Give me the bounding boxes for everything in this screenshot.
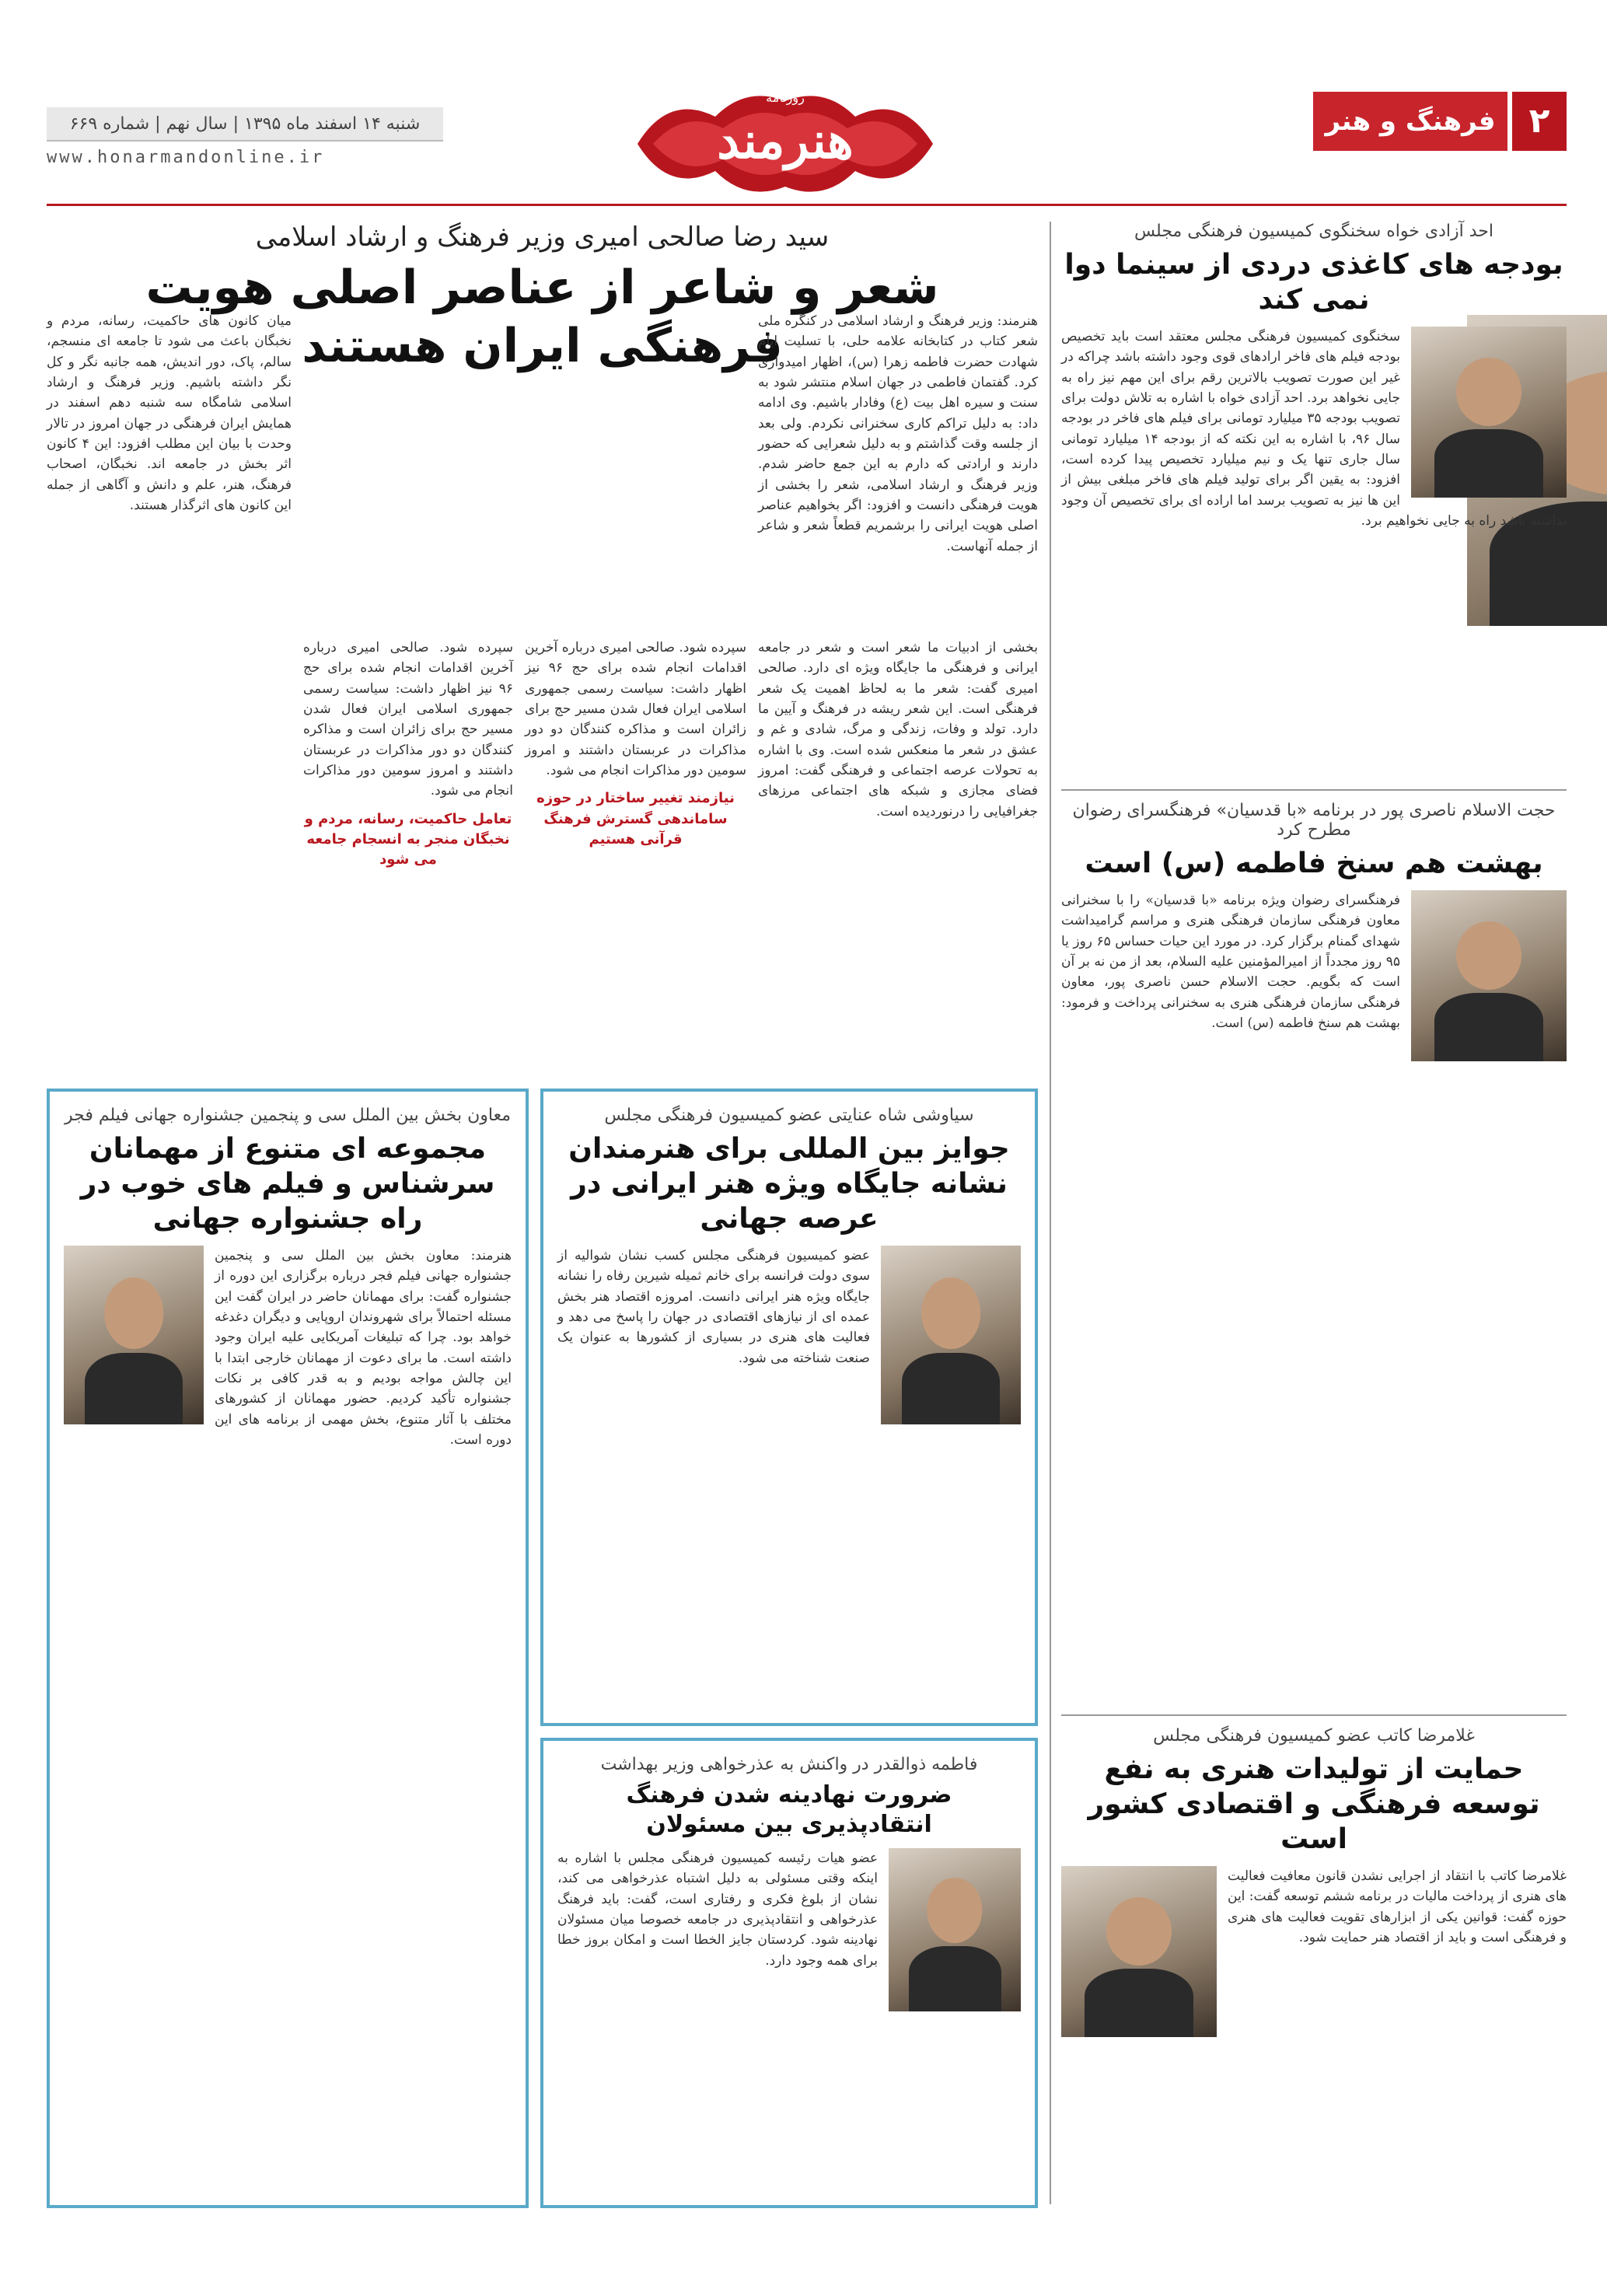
box-awards-text: عضو کمیسیون فرهنگی مجلس کسب نشان شوالیه از سوی دولت فرانسه برای خانم ثمیله شیرین رفاه را نشانه جایگاه ویژه هنر ایرانی دانست. امروزه اقتصاد هنر بخش عمده ای از نیازهای اقتصادی در جهان را پاسخ می دهد و فعالیت های هنری در بسیاری از کشورها به عنوان یک صنعت شناخته می شود.	[557, 1248, 870, 1366]
main-story-headline: شعر و شاعر از عناصر اصلی هویت فرهنگی ایران هستند	[145, 260, 939, 373]
main-story-col-4b	[303, 638, 513, 1065]
pullquote-right: نیازمند تغییر ساختار در حوزه ساماندهی گسترش فرهنگ قرآنی هستیم	[536, 790, 735, 847]
story-budget	[1061, 222, 1567, 781]
box-awards-headline: جوایز بین المللی برای هنرمندان نشانه جایگاه ویژه هنر ایرانی در عرصه جهانی	[568, 1133, 1010, 1235]
column-divider	[1050, 222, 1051, 2204]
main-story-header	[47, 222, 1038, 373]
story-divider	[1061, 789, 1567, 791]
story-budget-headline: بودجه های کاغذی دردی از سینما دوا نمی کند	[1064, 249, 1563, 316]
main-story-col-4-text: سپرده شود. صالحی امیری درباره آخرین اقدامات انجام شده برای حج ۹۶ نیز اظهار داشت: سیاست رسمی جمهوری اسلامی ایران فعال شدن مسیر حج برای زائران است و مذاکره کنندگان دو دور مذاکرات در عربستان داشتند و امروز سومین دور مذاکرات انجام می شود.	[525, 640, 746, 779]
azadikhah-face	[1456, 358, 1521, 426]
box-fajr-festival	[47, 1089, 529, 2208]
naseripour-face	[1456, 921, 1521, 990]
masthead-rule	[47, 204, 1567, 206]
masthead	[47, 86, 1567, 202]
zolghadr-face	[927, 1878, 982, 1943]
fajr-official-body	[85, 1353, 183, 1424]
issue-info: شنبه ۱۴ اسفند ماه ۱۳۹۵ | سال نهم | شماره ۶۶۹	[47, 107, 443, 142]
story-fatemeh	[1061, 801, 1567, 1703]
box-criticism-kicker: فاطمه ذوالقدر در واکنش به عذرخواهی وزیر بهداشت	[600, 1755, 978, 1774]
shahenayati-photo	[881, 1246, 1021, 1424]
logo-text: هنرمند	[717, 112, 854, 170]
kateb-photo	[1061, 1866, 1217, 2037]
pullquote-left: تعامل حاکمیت، رسانه، مردم و نخبگان منجر به انسجام جامعه می شود	[304, 810, 512, 868]
story-fatemeh-kicker: حجت الاسلام ناصری پور در برنامه «با قدسیان» فرهنگسرای رضوان مطرح کرد	[1072, 801, 1556, 840]
box-criticism-culture	[540, 1738, 1038, 2208]
shahenayati-face	[921, 1277, 980, 1349]
box-international-awards	[540, 1089, 1038, 1726]
box-criticism-text: عضو هیات رئیسه کمیسیون فرهنگی مجلس با اشاره به اینکه وقتی مسئولی به دلیل اشتباه عذرخواهی می کند، نشان از بلوغ فکری و رفتاری است، گفت: باید فرهنگ عذرخواهی و انتقادپذیری در جامعه خصوصا میان مسئولان نهادینه شود. کردستان جایز الخطا است و امکان بروز خطا برای همه وجود دارد.	[557, 1850, 878, 1969]
fajr-official-photo	[64, 1246, 204, 1424]
main-story-kicker: سید رضا صالحی امیری وزیر فرهنگ و ارشاد اسلامی	[255, 222, 830, 253]
section-tab: فرهنگ و هنر	[1313, 92, 1507, 151]
website-url[interactable]: www.honarmandonline.ir	[47, 148, 325, 167]
kateb-body	[1085, 1969, 1193, 2037]
page-number: ۲	[1512, 92, 1567, 151]
main-story-col-3: میان کانون های حاکمیت، رسانه، مردم و نخبگان باعث می شود تا جامعه ای منسجم، سالم، پاک، دور اندیش، همه جانبه نگر و کل نگر داشته باشیم. وزیر فرهنگ و ارشاد اسلامی شامگاه سه شنبه دهم اسفند در همایش ایران فرهنگی در جهان امروز در تالار وحدت با بیان این مطلب افزود: این ۴ کانون اثر بخش در جامعه اند. نخبگان، اصحاب فرهنگ، هنر، علم و دانش و آگاهی از جمله این کانون های اثرگذار هستند.	[47, 313, 292, 514]
story-fatemeh-text: فرهنگسرای رضوان ویژه برنامه «با قدسیان» را با سخنرانی معاون فرهنگی سازمان فرهنگی هنری و مراسم گرامیداشت شهدای گمنام برگزار کرد. در مورد این حیات حساس ۶۵ روز یا ۹۵ روز مجدداً از امیرالمؤمنین علیه السلام، بعد از من نه بر آن است که بگویم. حجت الاسلام حسن ناصری پور، معاون فرهنگی سازمان فرهنگی هنری به سخنرانی پرداخت و فرمود: بهشت هم سنخ فاطمه (س) است.	[1061, 893, 1400, 1032]
box-criticism-headline: ضرورت نهادینه شدن فرهنگ انتقادپذیری بین مسئولان	[626, 1781, 952, 1838]
zolghadr-photo	[889, 1848, 1021, 2011]
kateb-face	[1106, 1897, 1172, 1966]
main-story-col-1: هنرمند: وزیر فرهنگ و ارشاد اسلامی در کنگره ملی شعر کتاب در کتابخانه علامه حلی، با تسلیت ایام شهادت حضرت فاطمه زهرا (س)، اظهار امیدواری کرد. گفتمان فاطمی در جهان اسلام منتشر شود به سنت و سیره اهل بیت (ع) وفادار باشیم. وی ادامه داد: به دلیل تراکم کاری سخنرانی نکردم. ولی بعد از جلسه وقت گذاشتم و به دلیل شعرایی که حضور دارند و ارادتی که دارم به این جمع حاضر شدم. وزیر فرهنگ و ارشاد اسلامی، شعر را بخشی از هویت فرهنگی دانست و افزود: اگر بخواهیم عناصر اصلی هویت ایرانی را برشمریم قطعاً شعر و شاعر از جمله آنهاست.	[758, 313, 1038, 554]
story-support	[1061, 1726, 1567, 2208]
story-support-kicker: غلامرضا کاتب عضو کمیسیون فرهنگی مجلس	[1153, 1726, 1475, 1746]
story-divider-2	[1061, 1714, 1567, 1716]
story-support-headline: حمایت از تولیدات هنری به نفع توسعه فرهنگی و اقتصادی کشور است	[1088, 1753, 1540, 1855]
main-story-col-4a	[525, 638, 746, 1065]
fajr-official-face	[104, 1277, 163, 1349]
main-story-col-4b-text: سپرده شود. صالحی امیری درباره آخرین اقدامات انجام شده برای حج ۹۶ نیز اظهار داشت: سیاست رسمی جمهوری اسلامی ایران فعال شدن مسیر حج برای زائران است و مذاکره کنندگان دو دور مذاکرات در عربستان داشتند و امروز سومین دور مذاکرات انجام می شود.	[303, 640, 513, 799]
box-fajr-text: هنرمند: معاون بخش بین الملل سی و پنجمین جشنواره جهانی فیلم فجر درباره برگزاری این دوره از جشنواره گفت: برای مهمانان حاضر در ایران گفت این مسئله احتمالاً برای شهروندان اروپایی و دیگران دغدغه خواهد بود. چرا که تبلیغات آمریکایی علیه ایران وجود داشته است. ما برای دعوت از مهمانان خارجی ابتدا با این چالش مواجه بودیم و به قدر کافی بر نکات جشنواره تأکید کردیم. حضور مهمانان از کشورهای مختلف با آثار متنوع، بخش مهمی از برنامه های این دوره است.	[215, 1248, 512, 1449]
azadikhah-photo	[1411, 327, 1567, 498]
box-fajr-headline: مجموعه ای متنوع از مهمانان سرشناس و فیلم های خوب در راه جشنواره جهانی	[80, 1133, 495, 1235]
azadikhah-body	[1434, 429, 1543, 498]
story-budget-kicker: احد آزادی خواه سخنگوی کمیسیون فرهنگی مجلس	[1134, 222, 1493, 241]
logo-subtext: روزنامه	[766, 90, 805, 105]
shahenayati-body	[902, 1353, 1000, 1424]
story-support-text: غلامرضا کاتب با انتقاد از اجرایی نشدن قانون معافیت فعالیت های هنری از پرداخت مالیات در برنامه ششم توسعه گفت: این حوزه گفت: قوانین یکی از ابزارهای تقویت فعالیت های هنری و فرهنگی است و باید از اقتصاد هنر حمایت شود.	[1228, 1868, 1567, 1946]
zolghadr-body	[909, 1946, 1001, 2011]
story-budget-text: سخنگوی کمیسیون فرهنگی مجلس معتقد است باید تخصیص بودجه فیلم های فاخر ارادهای قوی وجود داشته باشد چراکه در غیر این صورت تصویب بالاترین رقم برای این مهم نیز راه به جایی نخواهد برد. احد آزادی خواه با اشاره به تلاش دولت برای تصویب بودجه ۳۵ میلیارد تومانی برای فیلم های فاخر در بودجه سال ۹۶، با اشاره به این نکته که از بودجه ۱۴ میلیارد تومانی سال جاری تنها یک و نیم میلیارد تخصیص پیدا کرده است، افزود: به یقین اگر برای تولید فیلم های فاخر مبلغی بیش از این ها نیز به تصویب برسد اما اراده ای برای تخصیص آن وجود نداشته باشد راه به جایی نخواهیم برد.	[1061, 329, 1567, 529]
box-awards-kicker: سیاوشی شاه عنایتی عضو کمیسیون فرهنگی مجلس	[604, 1106, 974, 1125]
box-fajr-kicker: معاون بخش بین الملل سی و پنجمین جشنواره جهانی فیلم فجر	[65, 1106, 511, 1125]
newspaper-logo	[622, 86, 948, 202]
naseripour-body	[1434, 993, 1543, 1061]
story-fatemeh-headline: بهشت هم سنخ فاطمه (س) است	[1085, 847, 1543, 879]
naseripour-photo	[1411, 890, 1567, 1061]
main-story-col-2: بخشی از ادبیات ما شعر است و شعر در جامعه ایرانی و فرهنگی ما جایگاه ویژه ای دارد. صالحی امیری گفت: شعر ما به لحاظ اهمیت یک شعر فرهنگی است. این شعر ریشه در فرهنگ و آیین ما دارد. تولد و وفات، زندگی و مرگ، شادی و غم و عشق در شعر ما منعکس شده است. وی با اشاره به تحولات عرصه اجتماعی و فرهنگی گفت: امروز فضای مجازی و شبکه های اجتماعی مرزهای جغرافیایی را درنوردیده است.	[758, 640, 1038, 820]
